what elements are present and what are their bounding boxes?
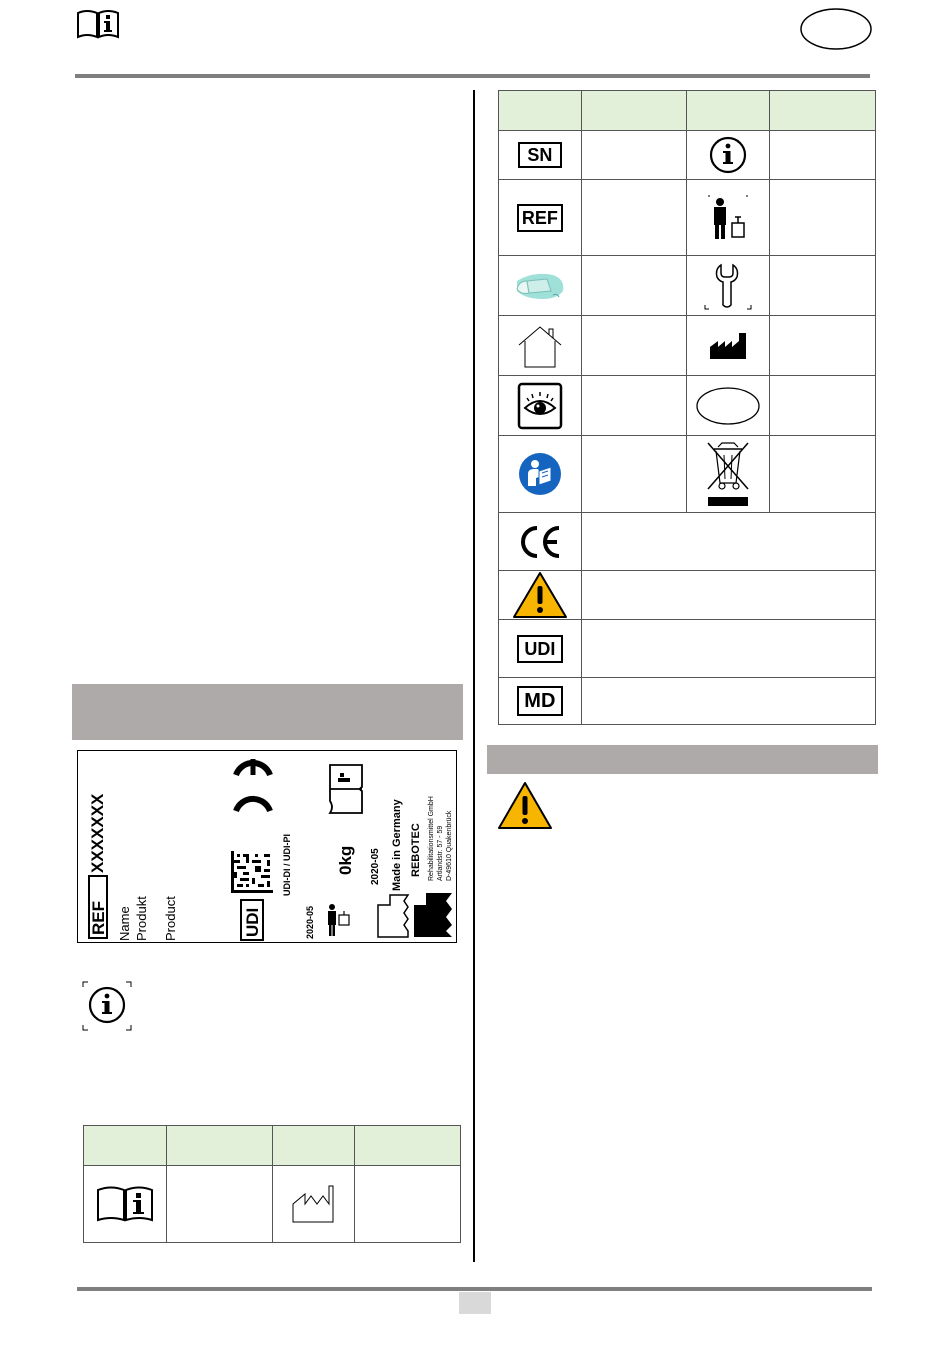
column-divider [473, 90, 475, 1262]
wrench-icon [703, 261, 753, 311]
sn-symbol [518, 142, 562, 168]
cell-empty [581, 376, 687, 436]
cell-empty [581, 180, 687, 256]
cell-weee [687, 436, 770, 513]
manufacture-date-icon [291, 1184, 335, 1224]
label-manufacturer-icon [412, 891, 454, 939]
cell-sn [499, 131, 582, 180]
cell-empty [581, 316, 687, 376]
left-table-header-cell [355, 1126, 461, 1166]
left-table-cell [166, 1166, 272, 1243]
oval-symbol [695, 386, 761, 426]
indoor-use-icon [515, 323, 565, 369]
label-manufacture-date-icon [376, 891, 410, 939]
label-manual-icon [326, 759, 366, 817]
eye-inspection-icon [517, 382, 563, 430]
cell-max-weight [687, 180, 770, 256]
cell-empty-wide [581, 678, 875, 725]
cell-empty [770, 316, 876, 376]
label-manufacturer-line2: Artlandstr. 57 - 59 [437, 825, 444, 881]
cell-manufacturer [687, 316, 770, 376]
section-bar-left [72, 684, 463, 740]
ce-mark-icon [517, 524, 563, 560]
sn-symbol-text: SN [527, 145, 553, 165]
cell-empty [770, 131, 876, 180]
left-table-cell-manual [84, 1166, 167, 1243]
right-table-header-cell [499, 91, 582, 131]
left-table-cell [355, 1166, 461, 1243]
cell-ref [499, 180, 582, 256]
header-manual-info-icon [76, 9, 120, 39]
warning-icon-right [497, 781, 553, 831]
page-number-box [459, 1292, 491, 1314]
cell-indoor [499, 316, 582, 376]
cell-info [687, 131, 770, 180]
cell-empty [770, 180, 876, 256]
label-produkt: Produkt [134, 896, 149, 941]
footer-rule [77, 1287, 872, 1291]
weee-bin-icon [702, 439, 754, 509]
label-date-left: 2020-05 [305, 905, 315, 939]
manufacturer-icon [708, 331, 748, 361]
right-symbol-table [498, 90, 876, 725]
md-symbol [517, 686, 563, 716]
language-oval-icon [799, 7, 873, 51]
label-manufacturer-line3: D-49610 Quakenbrück [446, 810, 453, 881]
udi-symbol-text: UDI [524, 638, 556, 659]
label-manufacturer-line1: Rehabilitationsmittel GmbH [428, 796, 435, 881]
left-table-header-cell [272, 1126, 355, 1166]
right-table-header-cell [687, 91, 770, 131]
cell-wrench [687, 256, 770, 316]
cell-udi [499, 620, 582, 678]
cell-oval [687, 376, 770, 436]
label-ref-symbol: REF [89, 901, 108, 935]
label-date-right: 2020-05 [370, 848, 381, 885]
cell-md [499, 678, 582, 725]
ref-symbol [517, 204, 563, 232]
label-max-weight-icon [324, 903, 352, 937]
cell-read-manual [499, 436, 582, 513]
cell-ce [499, 513, 582, 571]
label-brand: REBOTEC [410, 823, 422, 877]
cell-empty-wide [581, 571, 875, 620]
cell-empty [770, 436, 876, 513]
right-table-header-cell [770, 91, 876, 131]
cell-empty [770, 376, 876, 436]
label-datamatrix [231, 851, 273, 893]
left-table-cell-date [272, 1166, 355, 1243]
cell-empty [770, 256, 876, 316]
cell-empty-wide [581, 513, 875, 571]
section-bar-right [487, 745, 878, 774]
cell-empty-wide [581, 620, 875, 678]
right-table-header-cell [581, 91, 687, 131]
left-table-header-cell [84, 1126, 167, 1166]
label-weight: 0kg [336, 845, 355, 875]
label-name: Name [117, 906, 132, 941]
read-manual-icon [518, 452, 562, 496]
label-ce-icon [228, 751, 278, 815]
product-label [77, 750, 457, 943]
label-udi-symbol: UDI [243, 907, 262, 937]
warning-icon [512, 571, 568, 619]
info-icon [708, 135, 748, 175]
manual-icon-small [96, 1185, 154, 1223]
cell-warning [499, 571, 582, 620]
left-symbol-table [83, 1125, 461, 1243]
label-made-in: Made in Germany [391, 799, 403, 891]
header-rule [75, 74, 870, 78]
label-product: Product [163, 896, 178, 941]
cell-eye [499, 376, 582, 436]
ref-symbol-text: REF [521, 207, 558, 228]
wet-cleaning-icon [513, 269, 567, 303]
info-icon-left [82, 981, 132, 1031]
label-udi-text: UDI-DI / UDI-PI [282, 834, 292, 896]
udi-symbol [517, 635, 563, 663]
left-table-header-cell [166, 1126, 272, 1166]
max-user-weight-icon [706, 193, 750, 243]
cell-empty [581, 131, 687, 180]
cell-empty [581, 436, 687, 513]
md-symbol-text: MD [524, 690, 556, 712]
cell-empty [581, 256, 687, 316]
label-ref-value: XXXXXXX [88, 793, 107, 873]
cell-wet-cleaning [499, 256, 582, 316]
